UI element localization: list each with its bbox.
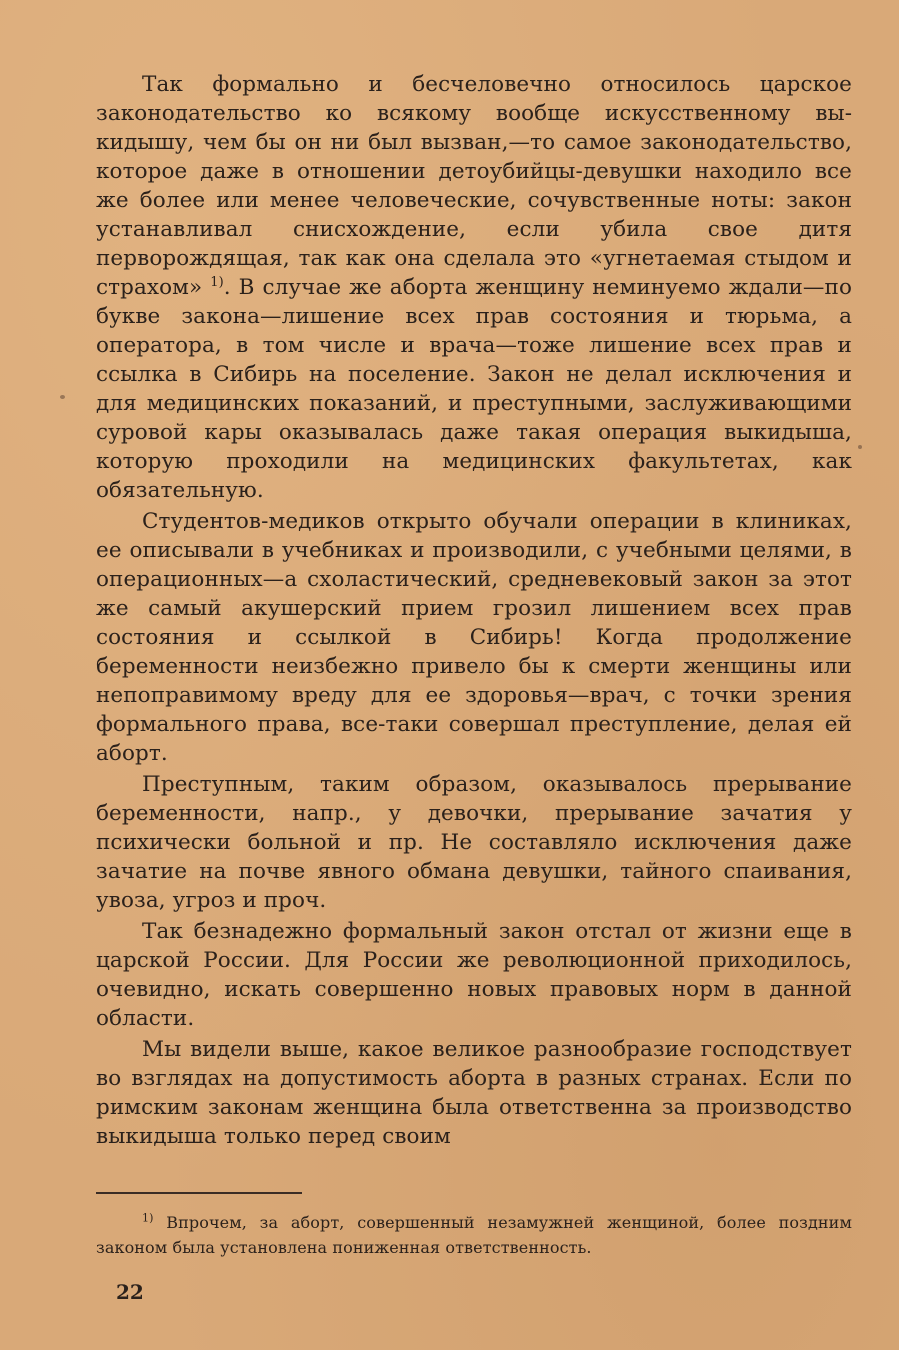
paragraph-3: Преступным, таким образом, оказывалось прерывание беременности, напр., у девочки, прерывание зачатия у психически больной и пр. Не составляло исключения даже зачатие на почве явного обмана девушки, тайного спаивания, увоза, угроз и проч.	[96, 772, 852, 913]
page-number: 22	[116, 1280, 144, 1304]
footnote-reference[interactable]: 1)	[210, 274, 224, 290]
paragraph-4: Так безнадежно формальный закон отстал от жизни еще в царской России. Для России же революционной приходилось, очевидно, искать совершенно новых правовых норм в данной области.	[96, 919, 852, 1031]
footnote-text: Впрочем, за аборт, совершенный незамужней женщиной, более поздним законом была установлена пониженная ответственность.	[96, 1213, 852, 1257]
footnote	[96, 1210, 852, 1260]
footnote-mark: 1)	[142, 1211, 154, 1225]
footnote-divider	[96, 1192, 302, 1194]
paragraph-1	[96, 70, 852, 505]
paragraph-1-continuation: . В случае же аборта женщину неминуемо ждали—по букве закона—лишение всех прав состояния и тюрьма, а оператора, в том числе и врача—тоже лишение всех прав и ссылка в Сибирь на поселение. Закон не делал исключения и для медицинских показаний, и преступными, заслуживающими суровой кары оказывалась даже такая операция выкидыша, которую проходили на медицинских факультетах, как обязательную.	[96, 275, 852, 503]
paragraph-2: Студентов-медиков открыто обучали операции в клиниках, ее описывали в учебниках и производили, с учебными целями, в операционных—а схоластический, средневековый закон за этот же самый акушерский прием грозил лишением всех прав состояния и ссылкой в Сибирь! Когда продолжение беременности неизбежно привело бы к смерти женщины или непоправимому вреду для ее здоровья—врач, с точки зрения формального права, все-таки совершал преступление, делая ей аборт.	[96, 509, 852, 766]
paper-speck	[60, 395, 65, 399]
paper-speck	[858, 445, 862, 449]
paragraph-5: Мы видели выше, какое великое разнообразие господствует во взглядах на допустимость аборта в разных странах. Если по римским законам женщина была ответственна за производство выкидыша только перед своим	[96, 1037, 852, 1149]
paragraph-1-text: Так формально и бесчеловечно относилось царское законодательство ко всякому вообще искусственному выкидышу, чем бы он ни был вызван,—то самое законодательство, которое даже в отношении детоубийцы-девушки находило все же более или менее человеческие, сочувственные ноты: закон устанавливал снисхождение, если убила свое дитя перворождящая, так как она сделала это «угнетаемая стыдом и страхом»	[96, 72, 852, 300]
main-text	[96, 70, 852, 1151]
page-body	[96, 70, 852, 1151]
